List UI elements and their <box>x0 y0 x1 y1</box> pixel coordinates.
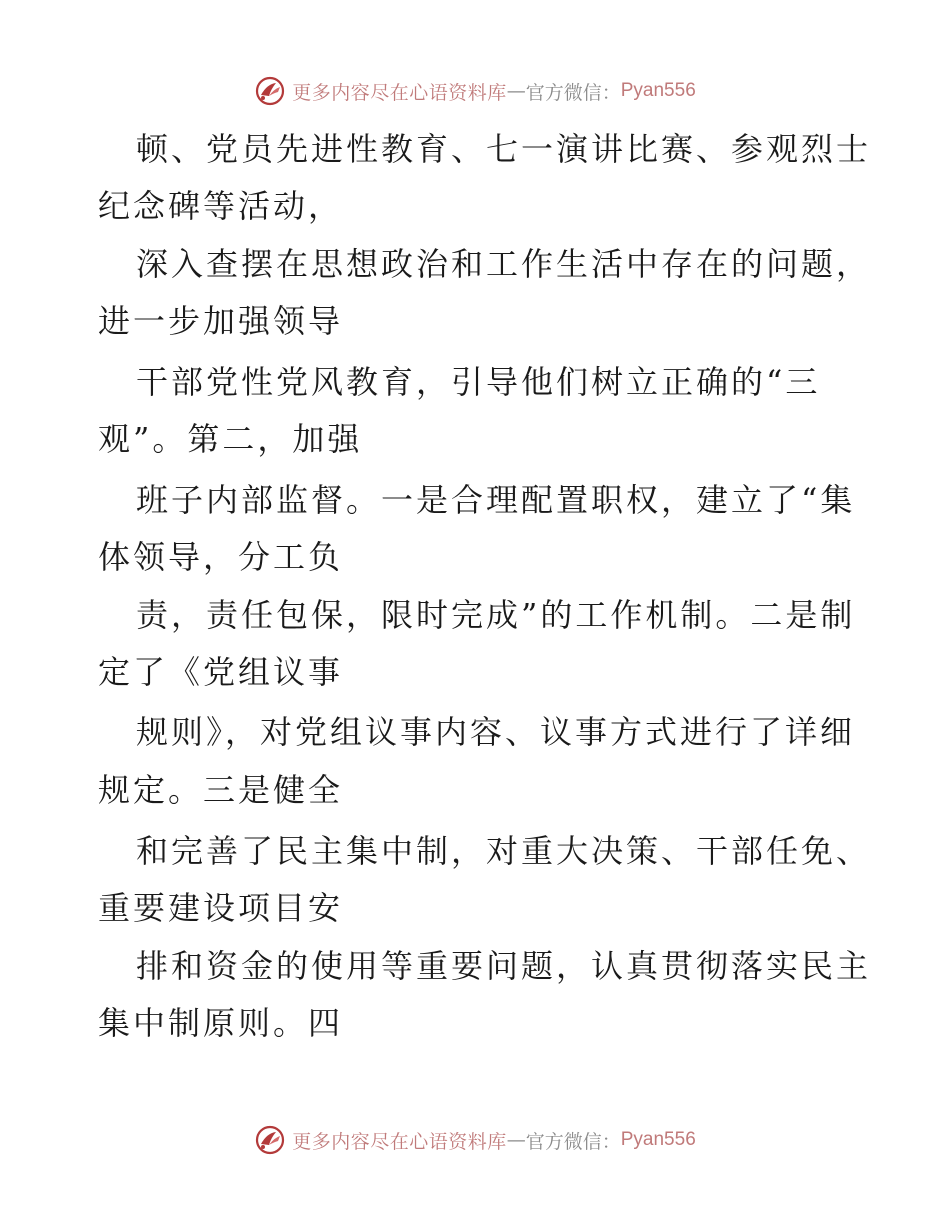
body-line: 班子内部监督。一是合理配置职权，建立了“集 <box>136 481 856 519</box>
body-line: 规定。三是健全 <box>98 771 344 809</box>
header-banner <box>0 71 950 111</box>
body-line: 顿、党员先进性教育、七一演讲比赛、参观烈士 <box>136 130 872 168</box>
body-line: 定了《党组议事 <box>98 653 344 691</box>
body-line: 集中制原则。四 <box>98 1004 344 1042</box>
body-line: 排和资金的使用等重要问题，认真贯彻落实民主 <box>136 947 872 985</box>
body-line: 深入查摆在思想政治和工作生活中存在的问题， <box>136 245 872 283</box>
body-line: 体领导，分工负 <box>98 538 344 576</box>
book-logo-icon <box>254 1124 286 1156</box>
body-line: 责，责任包保，限时完成”的工作机制。二是制 <box>136 596 856 634</box>
body-line: 纪念碑等活动， <box>98 187 344 225</box>
body-line: 重要建设项目安 <box>98 889 344 927</box>
banner-wechat-label: 官方微信： <box>525 81 621 104</box>
banner-wechat-id: Pyan556 <box>620 80 696 101</box>
body-line: 干部党性党风教育，引导他们树立正确的“三 <box>136 363 821 401</box>
body-line: 规则》，对党组议事内容、议事方式进行了详细 <box>136 713 856 751</box>
banner-wechat-id: Pyan556 <box>620 1129 696 1150</box>
body-line: 和完善了民主集中制，对重大决策、干部任免、 <box>136 832 872 870</box>
banner-wechat-label: 官方微信： <box>525 1130 621 1153</box>
banner-main-text: 更多内容尽在心语资料库 <box>292 1130 507 1153</box>
footer-banner <box>0 1120 950 1160</box>
book-logo-icon <box>254 75 286 107</box>
body-line: 观”。第二，加强 <box>98 420 363 458</box>
body-line: 进一步加强领导 <box>98 302 344 340</box>
banner-separator: — <box>506 80 526 102</box>
banner-separator: — <box>506 1129 526 1151</box>
banner-main-text: 更多内容尽在心语资料库 <box>292 81 507 104</box>
